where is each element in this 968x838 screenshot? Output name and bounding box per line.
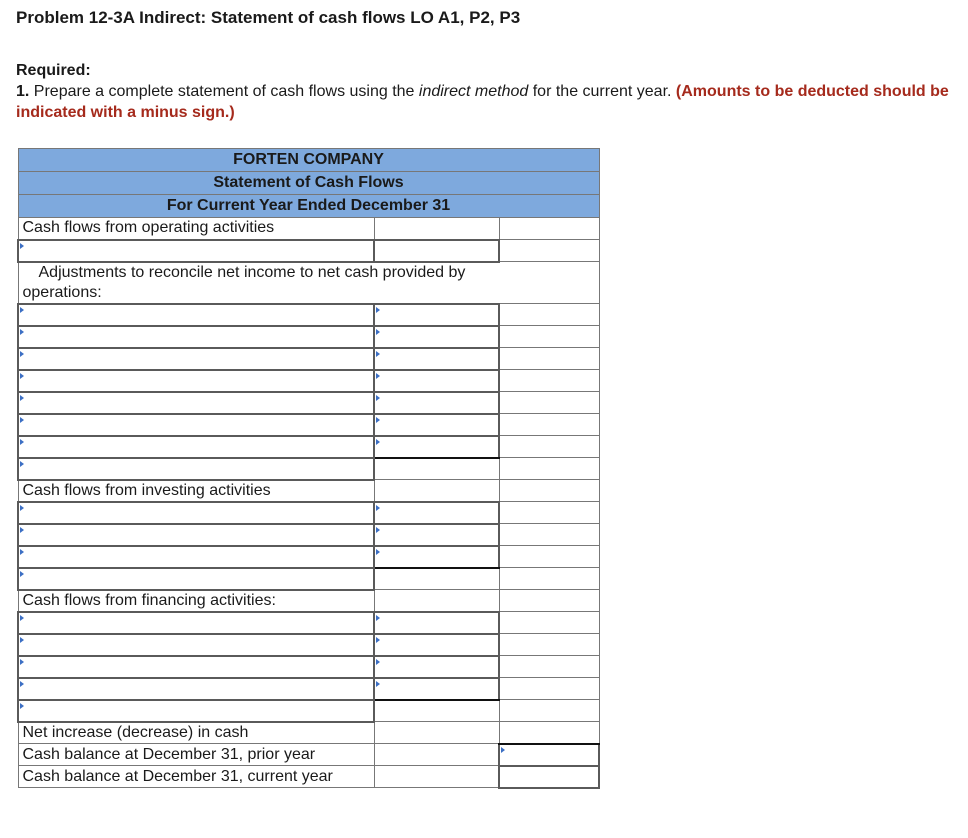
statement-period: For Current Year Ended December 31: [18, 195, 599, 218]
adjustment-amount-input[interactable]: [374, 348, 499, 370]
blank-cell: [499, 480, 599, 502]
text-input[interactable]: [19, 547, 373, 567]
statement-name: Statement of Cash Flows: [18, 172, 599, 195]
blank-cell: [499, 240, 599, 262]
adjustment-label-input[interactable]: [18, 304, 374, 326]
total-row: [18, 766, 599, 788]
blank-cell: [499, 502, 599, 524]
amount-input[interactable]: [375, 371, 498, 391]
blank-cell: [499, 634, 599, 656]
subtotal-row: [18, 700, 599, 722]
adjustment-label-input[interactable]: [18, 326, 374, 348]
instruction-pre: Prepare a complete statement of cash flows using the: [33, 83, 419, 100]
net-change-label: Net increase (decrease) in cash: [18, 722, 374, 744]
adjustment-row: [18, 436, 599, 458]
amount-input[interactable]: [375, 525, 498, 545]
text-input[interactable]: [19, 679, 373, 699]
amount-input[interactable]: [375, 349, 498, 369]
amount-input[interactable]: [375, 679, 498, 699]
blank-cell: [499, 218, 599, 240]
adjustment-label-input[interactable]: [18, 370, 374, 392]
blank-cell: [374, 458, 499, 480]
investing-row: [18, 546, 599, 568]
text-input[interactable]: [19, 459, 373, 479]
investing-row: [18, 524, 599, 546]
blank-cell: [499, 458, 599, 480]
financing-label-input[interactable]: [18, 678, 374, 700]
financing-label-input[interactable]: [18, 656, 374, 678]
blank-cell: [499, 546, 599, 568]
blank-cell: [374, 700, 499, 722]
header-row: [18, 149, 599, 172]
text-input[interactable]: [19, 415, 373, 435]
blank-cell: [374, 590, 499, 612]
section-heading-row: [18, 218, 599, 240]
text-input[interactable]: [19, 613, 373, 633]
header-row: [18, 172, 599, 195]
adjustment-label-input[interactable]: [18, 348, 374, 370]
required-label: Required:: [16, 62, 91, 79]
financing-label-input[interactable]: [18, 612, 374, 634]
adjustment-row: [18, 304, 599, 326]
blank-cell: [374, 480, 499, 502]
company-name: FORTEN COMPANY: [18, 149, 599, 172]
adjustment-row: [18, 348, 599, 370]
ending-balance-amount: [499, 766, 599, 788]
blank-cell: [374, 218, 499, 240]
text-input[interactable]: [19, 349, 373, 369]
net-income-label-input[interactable]: [18, 240, 374, 262]
amount-input[interactable]: [375, 393, 498, 413]
adjustment-label-input[interactable]: [18, 436, 374, 458]
operating-heading: Cash flows from operating activities: [18, 218, 374, 240]
amount-input[interactable]: [500, 745, 598, 765]
amount-input[interactable]: [375, 503, 498, 523]
investing-amount-input[interactable]: [374, 524, 499, 546]
blank-cell: [499, 392, 599, 414]
adjustment-row: [18, 370, 599, 392]
adjustments-heading-line2: operations:: [22, 283, 102, 301]
financing-amount-input[interactable]: [374, 612, 499, 634]
financing-heading: Cash flows from financing activities:: [18, 590, 374, 612]
operating-total-label-input[interactable]: [18, 458, 374, 480]
blank-cell: [499, 700, 599, 722]
section-heading-row: [18, 590, 599, 612]
blank-cell: [499, 524, 599, 546]
adjustment-amount-input[interactable]: [374, 414, 499, 436]
subtotal-row: [18, 458, 599, 480]
blank-cell: [499, 304, 599, 326]
amount-input[interactable]: [375, 415, 498, 435]
instruction-red-note: (Amounts to be deducted should be indicated with a minus sign.): [16, 83, 949, 121]
instruction-italic: indirect method: [418, 83, 529, 100]
text-input[interactable]: [19, 305, 373, 325]
financing-row: [18, 656, 599, 678]
blank-cell: [499, 414, 599, 436]
total-row: [18, 744, 599, 766]
problem-title: Problem 12-3A Indirect: Statement of cash flows LO A1, P2, P3: [16, 8, 521, 27]
instruction-text: [16, 81, 961, 123]
blank-cell: [374, 744, 499, 766]
text-input[interactable]: [19, 327, 373, 347]
amount-input[interactable]: [375, 547, 498, 567]
amount-input[interactable]: [375, 241, 498, 261]
amount-input[interactable]: [375, 613, 498, 633]
amount-input[interactable]: [375, 305, 498, 325]
text-input[interactable]: [19, 503, 373, 523]
financing-row: [18, 678, 599, 700]
beginning-balance-input[interactable]: [499, 744, 599, 766]
investing-label-input[interactable]: [18, 546, 374, 568]
text-input[interactable]: [19, 701, 373, 721]
text-input[interactable]: [19, 525, 373, 545]
section-heading-row: [18, 480, 599, 502]
investing-amount-input[interactable]: [374, 502, 499, 524]
text-input[interactable]: [19, 371, 373, 391]
text-input[interactable]: [19, 569, 373, 589]
adjustment-row: [18, 326, 599, 348]
text-input[interactable]: [19, 393, 373, 413]
financing-total-label-input[interactable]: [18, 700, 374, 722]
text-input[interactable]: [19, 657, 373, 677]
financing-row: [18, 634, 599, 656]
adjustment-amount-input[interactable]: [374, 392, 499, 414]
blank-cell: [499, 436, 599, 458]
adjustment-amount-input[interactable]: [374, 304, 499, 326]
text-input[interactable]: [19, 437, 373, 457]
blank-cell: [374, 766, 499, 788]
amount-input[interactable]: [375, 657, 498, 677]
investing-heading: Cash flows from investing activities: [18, 480, 374, 502]
investing-total-label-input[interactable]: [18, 568, 374, 590]
financing-amount-input[interactable]: [374, 634, 499, 656]
instruction-number: 1.: [16, 83, 30, 100]
blank-cell: [499, 348, 599, 370]
amount-input[interactable]: [375, 327, 498, 347]
net-income-amount-input[interactable]: [374, 240, 499, 262]
header-row: [18, 195, 599, 218]
cash-flow-statement-table: [17, 148, 600, 789]
blank-cell: [499, 370, 599, 392]
adjustment-label-input[interactable]: [18, 392, 374, 414]
section-heading-row: [18, 262, 599, 304]
subtotal-row: [18, 568, 599, 590]
instruction-post: for the current year.: [528, 83, 672, 100]
blank-cell: [499, 612, 599, 634]
text-input[interactable]: [19, 635, 373, 655]
net-change-amount: [499, 722, 599, 744]
investing-amount-input[interactable]: [374, 546, 499, 568]
blank-cell: [499, 656, 599, 678]
financing-amount-input[interactable]: [374, 678, 499, 700]
text-input[interactable]: [19, 241, 373, 261]
blank-cell: [499, 326, 599, 348]
ending-balance-label: Cash balance at December 31, current year: [18, 766, 374, 788]
financing-label-input[interactable]: [18, 634, 374, 656]
total-row: [18, 722, 599, 744]
investing-label-input[interactable]: [18, 524, 374, 546]
beginning-balance-label: Cash balance at December 31, prior year: [18, 744, 374, 766]
adjustments-heading-line1: Adjustments to reconcile net income to net cash provided by: [38, 263, 466, 281]
blank-cell: [499, 568, 599, 590]
blank-cell: [499, 678, 599, 700]
adjustment-amount-input[interactable]: [374, 326, 499, 348]
blank-cell: [499, 590, 599, 612]
adjustment-amount-input[interactable]: [374, 436, 499, 458]
adjustment-amount-input[interactable]: [374, 370, 499, 392]
adjustments-heading: [18, 262, 599, 304]
blank-cell: [374, 568, 499, 590]
amount-input[interactable]: [375, 635, 498, 655]
adjustment-row: [18, 392, 599, 414]
adjustment-row: [18, 414, 599, 436]
financing-row: [18, 612, 599, 634]
investing-row: [18, 502, 599, 524]
amount-input[interactable]: [375, 437, 498, 457]
financing-amount-input[interactable]: [374, 656, 499, 678]
table-row: [18, 240, 599, 262]
investing-label-input[interactable]: [18, 502, 374, 524]
blank-cell: [374, 722, 499, 744]
adjustment-label-input[interactable]: [18, 414, 374, 436]
